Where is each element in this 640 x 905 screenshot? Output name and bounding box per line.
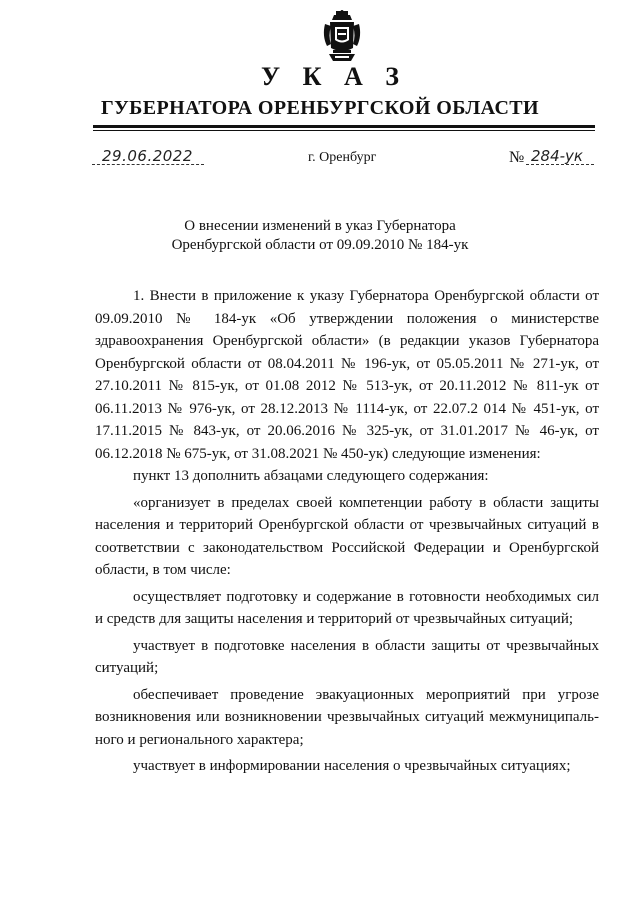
decree-body <box>95 285 599 778</box>
decree-number-value: 284-ук <box>531 147 583 165</box>
subject-line: О внесении изменений в указ Губернатора <box>184 218 456 234</box>
decree-subject <box>0 217 640 255</box>
document-type-title: У К А З <box>261 62 407 91</box>
decree-number-label: № <box>509 149 525 166</box>
decree-city: г. Оренбург <box>308 150 377 165</box>
body-line: возникновения или возникновении чрезвычайных ситуаций межмуниципаль- <box>95 709 599 725</box>
body-line: ситуаций; <box>95 660 159 676</box>
body-line: 17.11.2015 № 843-ук, от 20.06.2016 № 325-ук, от 31.01.2017 № 46-ук, от <box>95 423 599 439</box>
body-line: 1. Внести в приложение к указу Губернатора Оренбургской области от <box>133 288 599 304</box>
body-line: 06.12.2018 № 675-ук, от 31.08.2021 № 450-ук) следующие изменения: <box>95 445 541 462</box>
header-rule-thin <box>93 130 595 131</box>
body-line: «организует в пределах своей компетенции работу в области защиты <box>133 494 599 511</box>
body-line: населения и территорий Оренбургской области от чрезвычайных ситуаций в <box>95 517 599 533</box>
body-line: участвует в подготовке населения в области защиты от чрезвычайных <box>133 637 599 654</box>
date-underline <box>92 164 204 166</box>
body-line: 27.10.2011 № 815-ук, от 01.08 2012 № 513-ук, от 20.11.2012 № 811-ук от <box>95 378 599 394</box>
coat-of-arms-emblem <box>321 10 363 62</box>
body-line: обеспечивает проведение эвакуационных мероприятий при угрозе <box>133 686 599 703</box>
body-line: 09.09.2010 № 184-ук «Об утверждении положения о министерстве <box>95 310 599 327</box>
body-line: 06.11.2013 № 976-ук, от 28.12.2013 № 1114-ук, от 22.07.2 014 № 451-ук, от <box>95 400 599 417</box>
header-rule-thick <box>93 125 595 128</box>
body-line: здравоохранения Оренбургской области» (в редакции указов Губернатора <box>95 333 599 349</box>
body-line: соответствии с законодательством Российской Федерации и Оренбургской <box>95 539 599 556</box>
subject-line: Оренбургской области от 09.09.2010 № 184-ук <box>171 237 469 253</box>
body-line: и средств для защиты населения и территорий от чрезвычайных ситуаций; <box>95 611 574 627</box>
number-underline <box>526 164 594 166</box>
body-line: ного и регионального характера; <box>95 731 304 748</box>
body-line: области, в том числе: <box>95 562 231 578</box>
body-line: пункт 13 дополнить абзацами следующего содержания: <box>133 468 489 484</box>
body-line: Оренбургской области от 08.04.2011 № 196-ук, от 05.05.2011 № 271-ук, от <box>95 355 599 372</box>
decree-date: 29.06.2022 <box>102 147 193 165</box>
body-line: осуществляет подготовку и содержание в готовности необходимых сил <box>133 588 599 605</box>
issuer-title: ГУБЕРНАТОРА ОРЕНБУРГСКОЙ ОБЛАСТИ <box>100 97 540 119</box>
body-line: участвует в информировании населения о чрезвычайных ситуациях; <box>133 758 571 774</box>
